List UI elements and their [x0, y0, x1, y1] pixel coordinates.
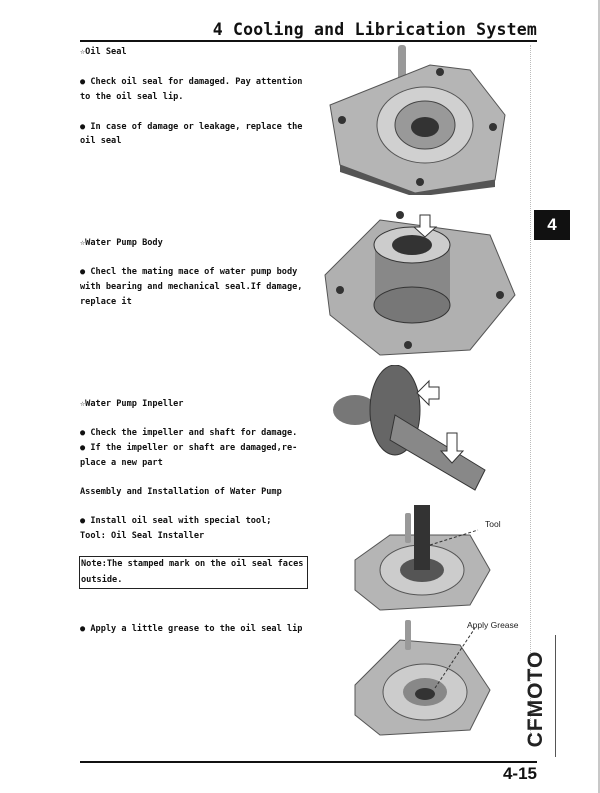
text-line: ● Check the impeller and shaft for damage. — [80, 428, 298, 438]
text-line: ● In case of damage or leakage, replace the — [80, 122, 303, 132]
note-line: outside. — [81, 575, 123, 585]
oil-seal-figure — [320, 45, 520, 195]
pump-body-figure — [320, 205, 520, 360]
assembly-heading: Assembly and Installation of Water Pump — [80, 487, 282, 497]
text-line: to the oil seal lip. — [80, 92, 184, 102]
text-line: ● Check oil seal for damaged. Pay attention — [80, 77, 303, 87]
header-rule — [80, 40, 537, 42]
brand-logo: CFMOTO — [524, 650, 547, 748]
impeller-figure — [325, 365, 495, 500]
footer-rule — [80, 761, 537, 763]
text-line: ● Checl the mating mace of water pump body — [80, 267, 298, 277]
text-line: ● If the impeller or shaft are damaged,re- — [80, 443, 298, 453]
text-line: oil seal — [80, 136, 122, 146]
text-line: place a new part — [80, 458, 163, 468]
tool-label: Tool — [485, 519, 501, 529]
text-line: Tool: Oil Seal Installer — [80, 531, 205, 541]
tool-figure — [350, 505, 495, 615]
grease-label: Apply Grease — [467, 620, 519, 630]
note-line: Note:The stamped mark on the oil seal faces — [81, 559, 304, 569]
text-line: ● Install oil seal with special tool; — [80, 516, 272, 526]
text-line: with bearing and mechanical seal.If damage, — [80, 282, 303, 292]
impeller-heading: ☆Water Pump Inpeller — [80, 399, 184, 409]
oil-seal-heading: ☆Oil Seal — [80, 47, 127, 57]
text-line: ● Apply a little grease to the oil seal lip — [80, 624, 303, 634]
note-box — [79, 556, 308, 589]
grease-figure — [350, 620, 495, 740]
page-number: 4-15 — [502, 764, 537, 783]
page-title: 4 Cooling and Librication System — [212, 20, 537, 39]
pump-body-heading: ☆Water Pump Body — [80, 238, 163, 248]
text-line: replace it — [80, 297, 132, 307]
chapter-tab: 4 — [534, 210, 570, 240]
logo-bar — [555, 635, 556, 757]
